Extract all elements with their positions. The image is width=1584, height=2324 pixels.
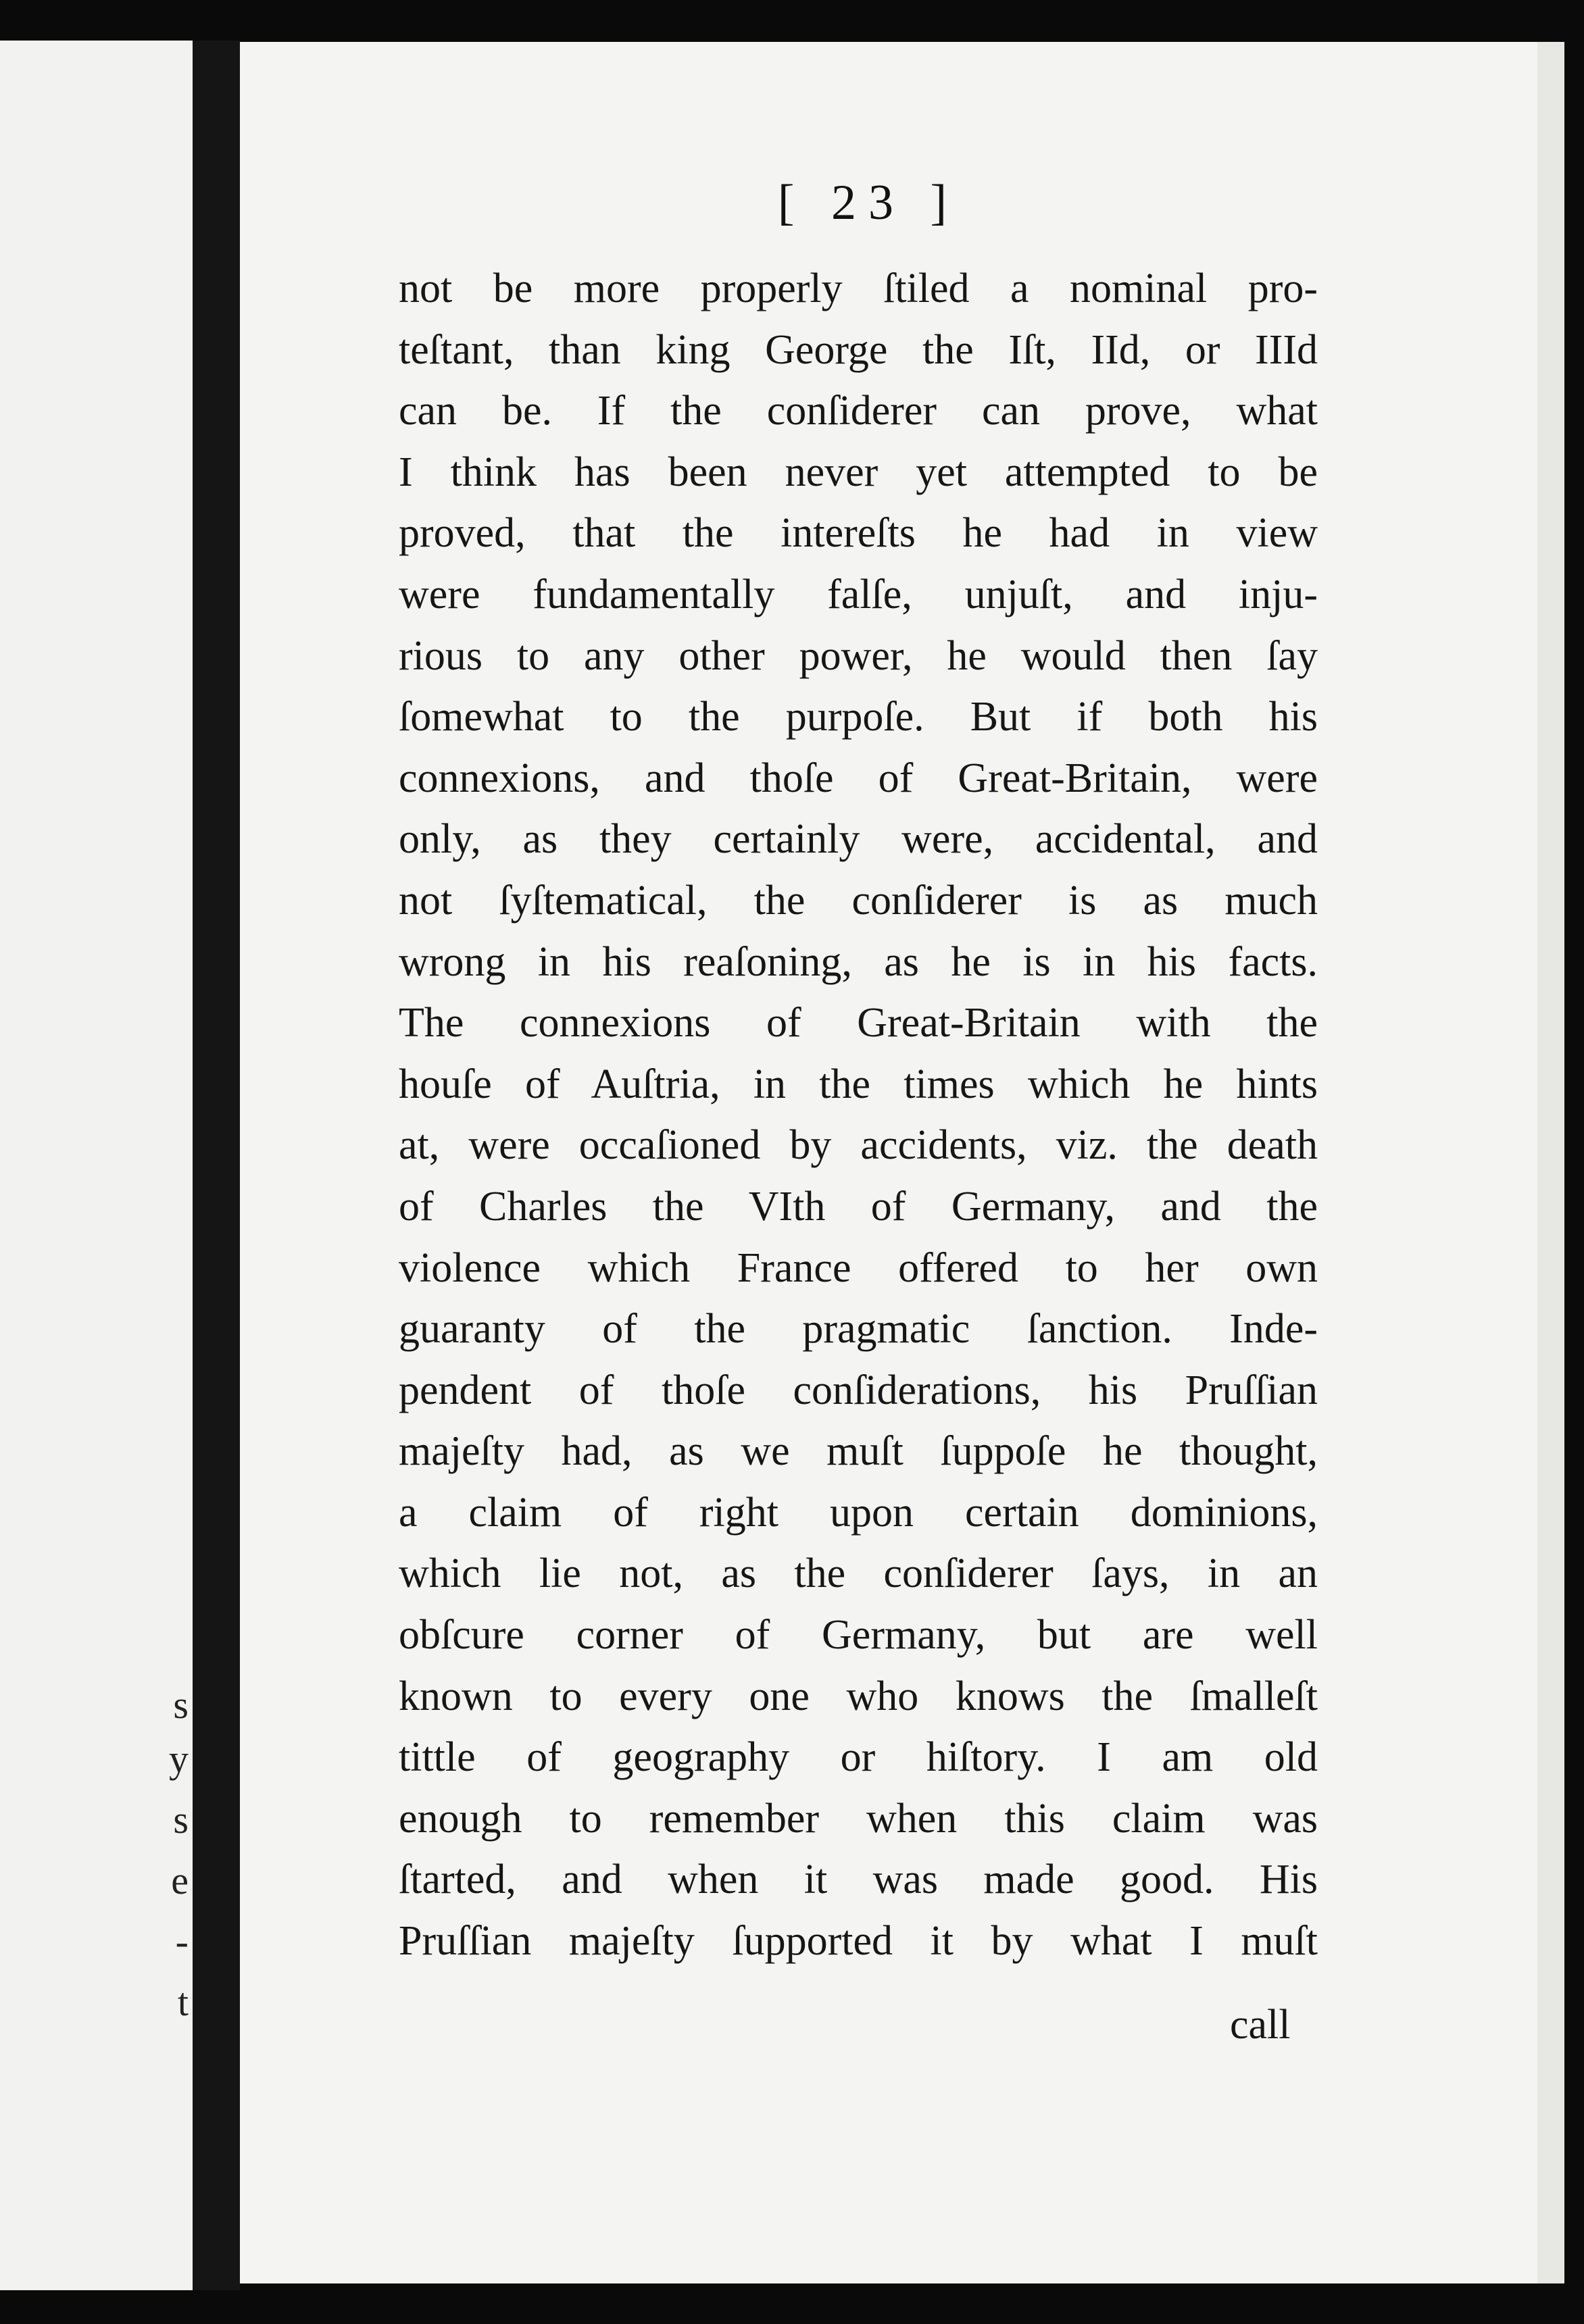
text-line: can be. If the conſiderer can prove, what	[399, 388, 1318, 434]
text-line: enough to remember when this claim was	[399, 1795, 1318, 1842]
catchword: call	[1230, 2002, 1291, 2048]
text-line: only, as they certainly were, accidental, and	[399, 816, 1318, 863]
facing-page-glyph: -	[175, 1919, 189, 1963]
text-line: of Charles the VIth of Germany, and the	[399, 1183, 1318, 1230]
text-line: tittle of geography or hiſtory. I am old	[399, 1734, 1318, 1781]
text-line: majeſty had, as we muſt ſuppoſe he thought,	[399, 1428, 1318, 1475]
text-line: ſomewhat to the purpoſe. But if both his	[399, 694, 1318, 740]
text-line: teſtant, than king George the Iſt, IId, or IIId	[399, 326, 1318, 373]
body-text	[399, 258, 1318, 1972]
text-line: Pruſſian majeſty ſupported it by what I muſt	[399, 1918, 1318, 1965]
text-line: pendent of thoſe conſiderations, his Pruſſian	[399, 1367, 1318, 1413]
page-edge	[1537, 42, 1564, 2283]
book-gutter	[193, 41, 240, 2290]
text-line: guaranty of the pragmatic ſanction. Inde-	[399, 1306, 1318, 1353]
text-line: houſe of Auſtria, in the times which he hints	[399, 1061, 1318, 1107]
text-line: ſtarted, and when it was made good. His	[399, 1856, 1318, 1903]
text-line: connexions, and thoſe of Great-Britain, were	[399, 755, 1318, 801]
text-line: a claim of right upon certain dominions,	[399, 1489, 1318, 1536]
text-line: obſcure corner of Germany, but are well	[399, 1612, 1318, 1659]
text-line: known to every one who knows the ſmalleſt	[399, 1673, 1318, 1719]
text-line: at, were occaſioned by accidents, viz. the death	[399, 1122, 1318, 1169]
facing-page-edge	[0, 41, 193, 2290]
text-line: which lie not, as the conſiderer ſays, in an	[399, 1550, 1318, 1597]
text-line: wrong in his reaſoning, as he is in his facts.	[399, 938, 1318, 985]
facing-page-glyph: t	[177, 1980, 189, 2024]
text-line: rious to any other power, he would then ſay	[399, 632, 1318, 679]
text-line: The connexions of Great-Britain with the	[399, 1000, 1318, 1046]
text-line: not ſyſtematical, the conſiderer is as much	[399, 877, 1318, 924]
facing-page-glyph: s	[173, 1798, 189, 1842]
facing-page-glyph: y	[169, 1737, 189, 1781]
text-line: I think has been never yet attempted to be	[399, 449, 1318, 495]
facing-page-glyph: e	[171, 1859, 189, 1902]
text-line: were fundamentally falſe, unjuſt, and inju-	[399, 571, 1318, 617]
facing-page-glyph: s	[173, 1683, 189, 1727]
text-line: not be more properly ſtiled a nominal pro-	[399, 266, 1318, 311]
text-line: proved, that the intereſts he had in view	[399, 510, 1318, 557]
page-number: [ 23 ]	[777, 175, 960, 230]
text-line: violence which France offered to her own	[399, 1244, 1318, 1291]
